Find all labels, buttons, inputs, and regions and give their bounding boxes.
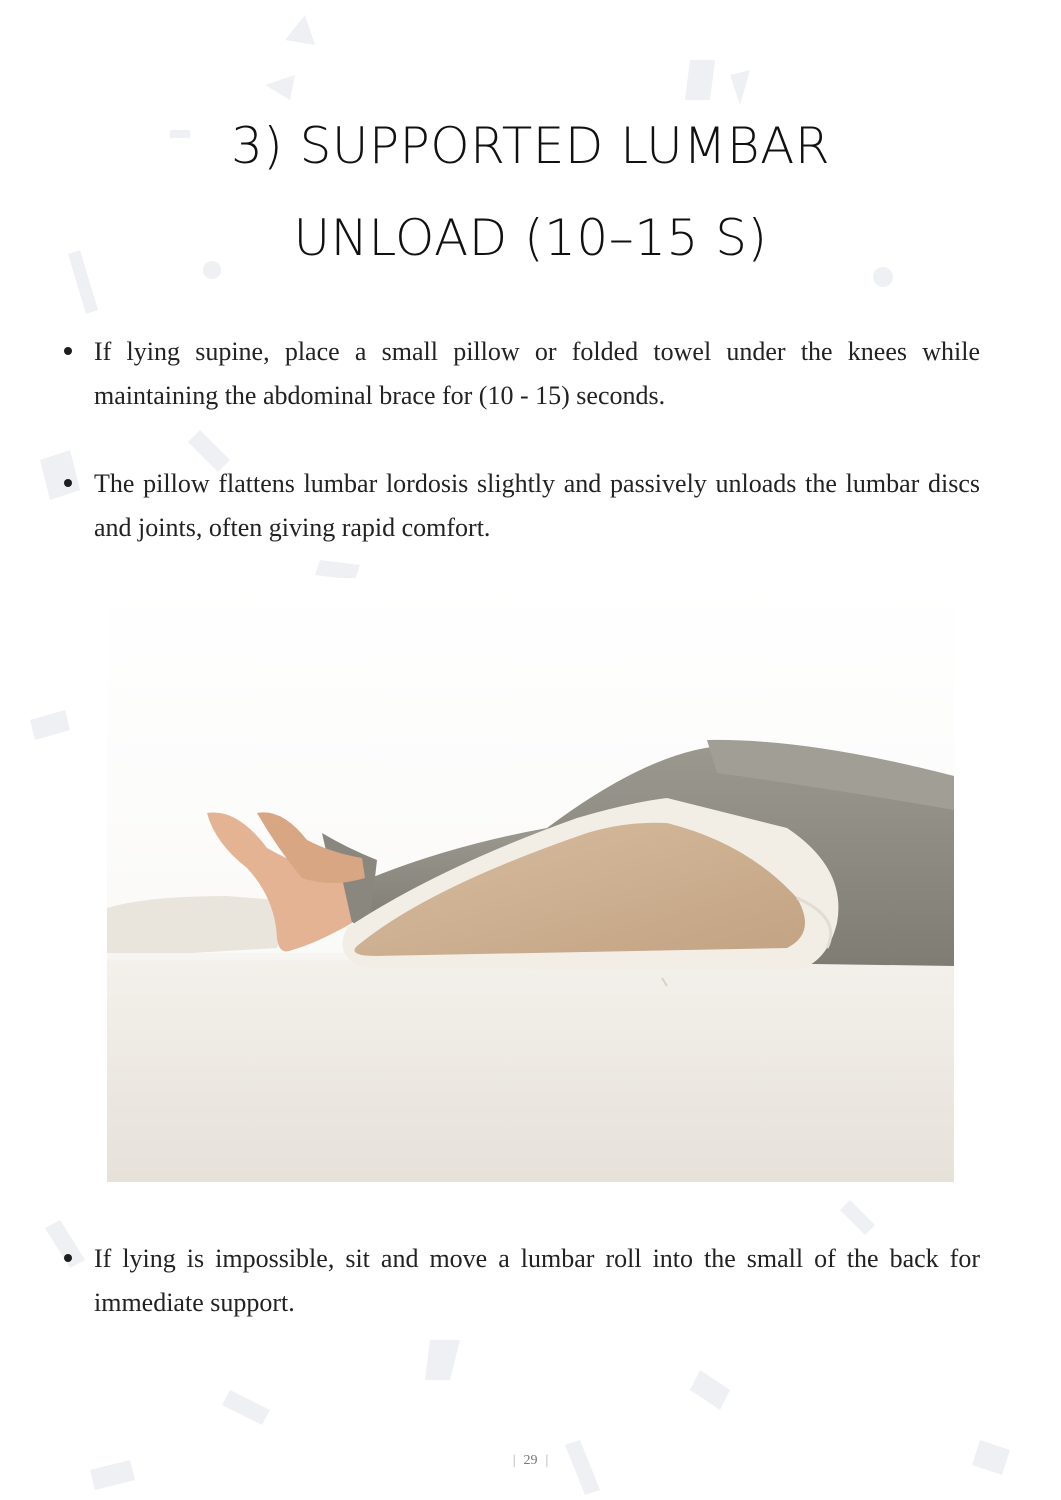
bullet-icon xyxy=(64,1254,72,1262)
knee-pillow-photo xyxy=(107,578,954,1182)
page-number-divider-left: | xyxy=(512,1453,516,1468)
page-title xyxy=(0,100,1061,284)
title-line-1: 3) SUPPORTED LUMBAR xyxy=(230,117,831,175)
list-item-text: If lying is impossible, sit and move a lumbar roll into the small of the back for immediate support. xyxy=(94,1244,980,1317)
list-item-text: The pillow flattens lumbar lordosis slightly and passively unloads the lumbar discs and joints, often giving rapid comfort. xyxy=(94,469,980,542)
page-number xyxy=(0,1453,1061,1469)
bullet-icon xyxy=(64,347,72,355)
page-number-divider-right: | xyxy=(545,1453,549,1468)
bullet-icon xyxy=(64,479,72,487)
list-item xyxy=(62,1237,980,1325)
list-item xyxy=(62,462,980,550)
list-item xyxy=(62,330,980,418)
instruction-list-top xyxy=(62,330,980,550)
list-item-text: If lying supine, place a small pillow or folded towel under the knees while maintaining the abdominal brace for (10 - 15) seconds. xyxy=(94,337,980,410)
instruction-list-bottom xyxy=(62,1237,980,1325)
page-number-value: 29 xyxy=(523,1453,538,1468)
title-line-2: UNLOAD (10–15 S) xyxy=(293,209,768,267)
